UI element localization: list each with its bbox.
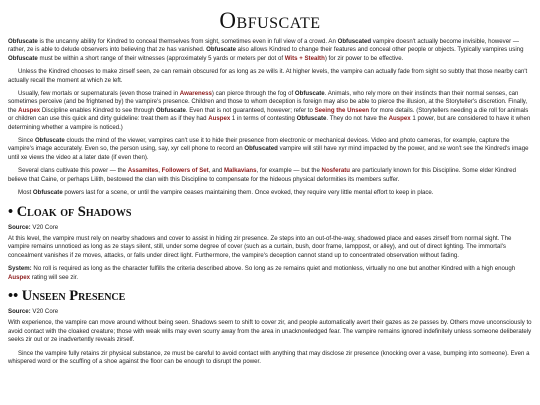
source-value: V20 Core (30, 223, 59, 231)
inline-link[interactable]: Seeing the Unseen (314, 106, 370, 114)
term-reference: Followers of Set (161, 167, 209, 175)
text-run: No roll is required as long as the character fulfills the criteria described above. So long as ze remains quiet and motionless, virtually no one but another Kindred with a high enough (31, 265, 516, 273)
text-run: vampire will still have xyr mind impacted by the power, and xe won't see the Kindred's image until xe views the video at a later date (if even then). (8, 145, 529, 161)
section1-source (8, 224, 532, 232)
text-run: Usually, few mortals or supernaturals (even those trained in (18, 90, 180, 98)
term-bold: Obfuscated (337, 38, 372, 45)
term-bold: System: (8, 265, 32, 273)
text-run: . They do not have the (326, 115, 389, 123)
intro-paragraph-4 (8, 137, 532, 162)
text-run: Discipline enables Kindred to see through (40, 106, 157, 114)
text-run: ) can pierce through the fog of (211, 90, 295, 98)
term-reference: Nosferatu (321, 167, 350, 175)
term-bold: Obfuscate (294, 90, 325, 98)
section-heading-cloak-of-shadows: • Cloak of Shadows (8, 203, 132, 220)
term-reference: Malkavians (223, 167, 257, 175)
section2-paragraph-2 (8, 350, 532, 367)
text-run: . Animals, who rely more on their instincts than their normal senses, can sometimes perceive (and be frightened by) the vampire's presence. Children and those to whom deception is foreign may also be able to pierce the illusion, at the Storyteller's discretion. Finally, the (8, 90, 528, 114)
intro-paragraph-2 (8, 68, 532, 85)
section1-paragraph-1 (8, 235, 532, 260)
section1-paragraph-2 (8, 265, 532, 282)
text-run: Since the vampire fully retains zir physical substance, ze must be careful to avoid contact with anything that may disclose zir presence (knocking over a vase, bumping into someone). Even a whispered word or the scuffing of a shoe against the floor can be enough to disrupt the power. (8, 349, 530, 365)
intro-paragraph-6 (8, 189, 532, 197)
source-label: Source: (8, 223, 31, 231)
term-reference: Auspex (208, 115, 231, 123)
term-reference: Assamites (127, 167, 159, 175)
term-bold: Obfuscate (206, 46, 236, 54)
section2-paragraph-1 (8, 319, 532, 344)
text-run: , and (208, 167, 224, 175)
text-run: ) for zir power to be effective. (324, 54, 404, 62)
source-label: Source: (8, 307, 31, 315)
text-run: At this level, the vampire must rely on nearby shadows and cover to assist in hiding zir presence. Ze steps into an out-of-the-way, shadowed place and eases zirself from normal sight. The vampire remains unnoticed as long as ze stays silent, still, under some degree of cover (such as a curtain, bush, door frame, lamppost, or alley), and out of direct lighting. The immortal's concealment vanishes if ze moves, attacks, or falls under direct light. Furthermore, the vampire's deception cannot stand up to concentrated observation without fading. (8, 234, 512, 259)
intro-paragraph-1 (8, 38, 532, 63)
source-value: V20 Core (30, 307, 59, 315)
section-heading-unseen-presence: •• Unseen Presence (8, 287, 126, 304)
term-bold: Obfuscate (34, 137, 65, 145)
text-run: With experience, the vampire can move around without being seen. Shadows seem to shift to cover zir, and people automatically avert their gazes as ze passes by. Others move unconsciously to avoid contact with the cloaked creature; those with weak wills may even scurry away from the area in unacknowledged fear. The vampire remains ignored indefinitely unless someone deliberately seeks zir out or ze inadvertently reveals zirself. (8, 319, 532, 344)
text-run: Unless the Kindred chooses to make zirself seen, ze can remain obscured for as long as ze wills it. At higher levels, the vampire can actually fade from sight so subtly that those nearby can't actually recall the moment at which ze left. (8, 68, 528, 84)
intro-paragraph-3 (8, 90, 532, 132)
text-run: rating will see zir. (30, 273, 79, 281)
text-run: is the uncanny ability for Kindred to conceal themselves from sight, sometimes even in full view of a crowd. An (37, 38, 338, 45)
term-reference: Auspex (18, 106, 41, 114)
text-run: vampire doesn't actually become invisible, however — rather, ze is able to delude observers into believing that ze has vanished. (8, 38, 519, 54)
term-bold: Obfuscate (156, 106, 186, 114)
text-run: Since (18, 137, 35, 145)
text-run: , (158, 167, 162, 175)
text-run: . Even that is not guaranteed, however; refer to (185, 106, 315, 114)
term-reference: Awareness (179, 90, 212, 98)
intro-paragraph-5 (8, 167, 532, 184)
text-run: Several clans cultivate this power — the (18, 167, 128, 175)
section2-source (8, 308, 532, 316)
term-bold: Obfuscate (8, 54, 38, 62)
text-run: clouds the mind of the viewer, vampires can't use it to hide their presence from electronic or mechanical devices. Video and photo cameras, for example, capture the vampire's image accurately. Even so, the person using, say, xyr cell phone to record an (8, 137, 510, 153)
text-run: , for example — but the (256, 167, 322, 175)
text-run: 1 power, but are considered to have it when determining whether a vampire is noticed.) (8, 115, 531, 131)
text-run: powers last for a scene, or until the vampire ceases maintaining them. Once evoked, they require very little mental effort to keep in place. (62, 189, 434, 197)
term-bold: Obfuscate (296, 115, 327, 123)
term-reference: Auspex (8, 273, 31, 281)
text-run: 1 in terms of contesting (230, 115, 297, 123)
term-bold: Obfuscate (32, 189, 63, 197)
term-bold: Obfuscated (244, 145, 278, 153)
term-bold: Obfuscate (8, 38, 38, 45)
text-run: also allows Kindred to change their features and conceal other people or objects. Typically vampires using (235, 46, 524, 54)
term-reference: Auspex (388, 115, 411, 123)
text-run: must be within a short range of their witnesses (approximately 5 yards or meters per dot of (37, 54, 285, 62)
term-reference: Wits + Stealth (284, 54, 325, 62)
text-run: for more details. (Storytellers needing a die roll for animals or children can use this quick and dirty guideline: treat them as if they had (8, 106, 529, 123)
page-title: Obfuscate (219, 8, 321, 33)
text-run: Most (18, 189, 33, 197)
text-run: are particularly known for this Discipline. Some elder Kindred believe that Caine, or perhaps Lilith, bestowed the clan with this Discipline to compensate for the hideous physical deformities its members suffer. (8, 167, 516, 183)
